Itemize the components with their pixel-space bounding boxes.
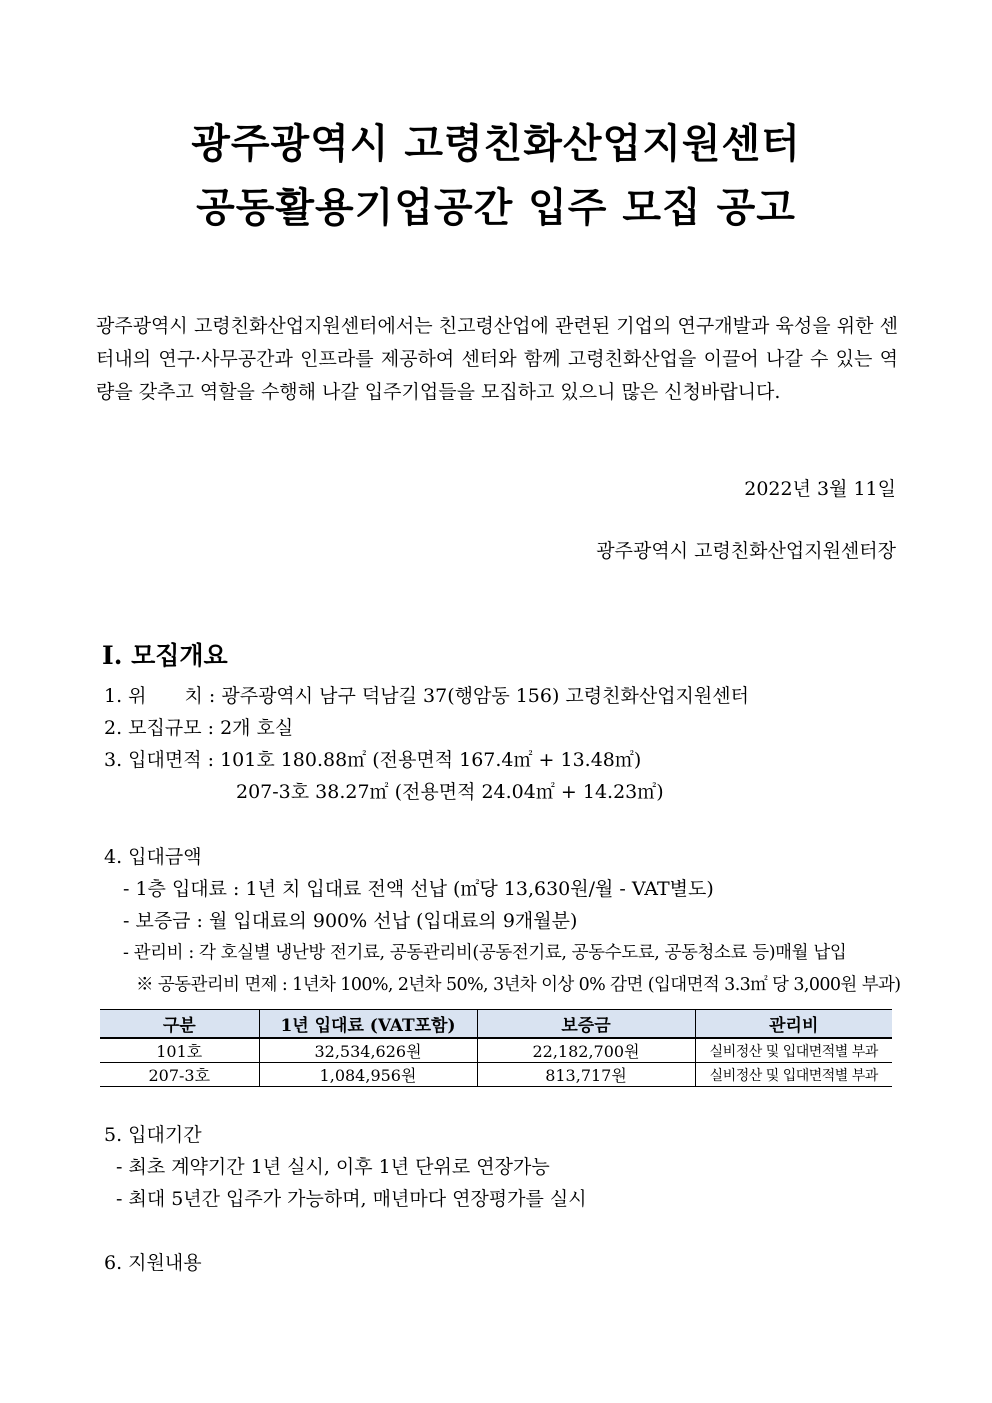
table-cell-unit: 207-3호 [100, 1063, 259, 1087]
scale-line: 2. 모집규모 : 2개 호실 [104, 717, 294, 739]
table-cell-unit: 101호 [100, 1038, 259, 1063]
intro-paragraph: 광주광역시 고령친화산업지원센터에서는 친고령산업에 관련된 기업의 연구개발과 육성을 위한 센터내의 연구·사무공간과 인프라를 제공하여 센터와 함께 고령친화산업을 이끌어 나갈 수 있는 역량을 갖추고 역할을 수행해 나갈 입주기업들을 모집하고 있으니 많은 신청바랍니다. [96, 315, 898, 403]
section-heading-overview: Ⅰ. 모집개요 [102, 641, 228, 670]
fee-heading: 4. 입대금액 [104, 846, 202, 868]
fee-rent-line: - 1층 입대료 : 1년 치 입대료 전액 선납 (㎡당 13,630원/월 - VAT별도) [123, 878, 714, 900]
table-cell-deposit: 813,717원 [477, 1063, 695, 1087]
period-heading: 5. 입대기간 [104, 1124, 202, 1146]
page-title-line2: 공동활용기업공간 입주 모집 공고 [196, 184, 796, 231]
table-cell-rent: 32,534,626원 [259, 1038, 477, 1063]
area-line-2: 207-3호 38.27㎡ (전용면적 24.04㎡ + 14.23㎡) [236, 781, 664, 803]
fee-table [100, 1009, 892, 1087]
area-line-1: 3. 입대면적 : 101호 180.88㎡ (전용면적 167.4㎡ + 13.48㎡) [104, 749, 642, 771]
table-row [100, 1063, 892, 1087]
location-line: 1. 위 치 : 광주광역시 남구 덕남길 37(행암동 156) 고령친화산업지원센터 [104, 685, 749, 707]
table-header-management: 관리비 [695, 1010, 892, 1039]
announcement-date: 2022년 3월 11일 [744, 478, 896, 500]
table-cell-rent: 1,084,956원 [259, 1063, 477, 1087]
fee-deposit-line: - 보증금 : 월 입대료의 900% 선납 (입대료의 9개월분) [123, 910, 578, 932]
page-title-line1: 광주광역시 고령친화산업지원센터 [191, 120, 801, 167]
period-line-2: - 최대 5년간 입주가 가능하며, 매년마다 연장평가를 실시 [116, 1188, 587, 1210]
fee-exemption-note: ※ 공동관리비 면제 : 1년차 100%, 2년차 50%, 3년차 이상 0% 감면 (입대면적 3.3㎡ 당 3,000원 부과) [136, 975, 901, 995]
table-header-annual-rent: 1년 입대료 (VAT포함) [259, 1010, 477, 1039]
support-heading: 6. 지원내용 [104, 1252, 202, 1274]
table-cell-management: 실비정산 및 입대면적별 부과 [695, 1063, 892, 1087]
table-row [100, 1038, 892, 1063]
table-cell-deposit: 22,182,700원 [477, 1038, 695, 1063]
period-line-1: - 최초 계약기간 1년 실시, 이후 1년 단위로 연장가능 [116, 1156, 550, 1178]
issuer-name: 광주광역시 고령친화산업지원센터장 [596, 540, 896, 562]
table-cell-management: 실비정산 및 입대면적별 부과 [695, 1038, 892, 1063]
fee-management-line: - 관리비 : 각 호실별 냉난방 전기료, 공동관리비(공동전기료, 공동수도료, 공동청소료 등)매월 납입 [123, 943, 847, 963]
table-header-category: 구분 [100, 1010, 259, 1039]
table-header-deposit: 보증금 [477, 1010, 695, 1039]
